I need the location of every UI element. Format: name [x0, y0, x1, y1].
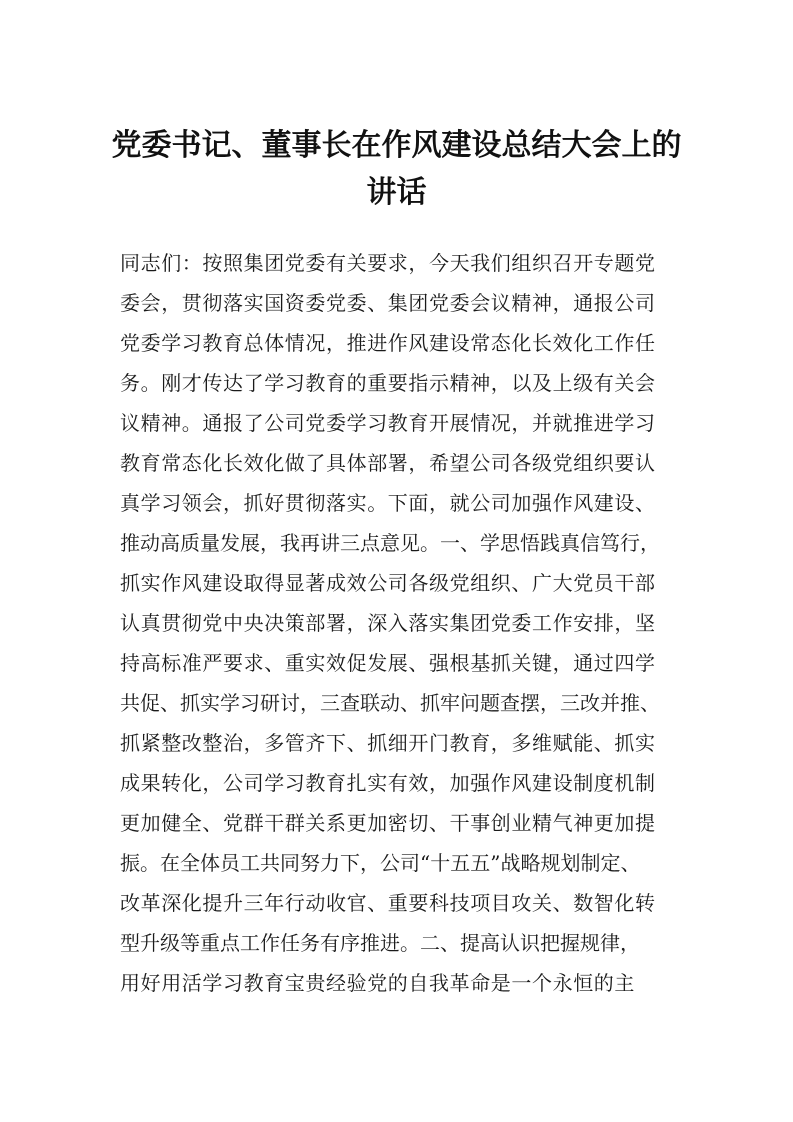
- body-line: 振。在全体员工共同努力下，公司“十五五”战略规划制定、: [120, 851, 641, 875]
- body-line: 改革深化提升三年行动收官、重要科技项目攻关、数智化转: [120, 891, 656, 915]
- document-title-line-1: 党委书记、董事长在作风建设总结大会上的: [111, 128, 682, 163]
- body-line: 共促、抓实学习研讨，三查联动、抓牢问题查摆，三改并推、: [120, 691, 660, 715]
- body-line: 教育常态化长效化做了具体部署，希望公司各级党组织要认: [120, 451, 656, 475]
- body-line: 持高标准严要求、重实效促发展、强根基抓关键，通过四学: [120, 651, 656, 675]
- body-line: 抓紧整改整治，多管齐下、抓细开门教育，多维赋能、抓实: [120, 731, 656, 755]
- body-line: 抓实作风建设取得显著成效公司各级党组织、广大党员干部: [120, 571, 656, 595]
- body-line: 同志们：按照集团党委有关要求，今天我们组织召开专题党: [120, 251, 656, 275]
- body-line: 党委学习教育总体情况，推进作风建设常态化长效化工作任: [120, 331, 656, 355]
- body-line: 推动高质量发展，我再讲三点意见。一、学思悟践真信笃行，: [120, 531, 660, 555]
- body-line: 用好用活学习教育宝贵经验党的自我革命是一个永恒的主: [120, 971, 635, 995]
- body-line: 成果转化，公司学习教育扎实有效，加强作风建设制度机制: [120, 771, 656, 795]
- body-line: 认真贯彻党中央决策部署，深入落实集团党委工作安排，坚: [120, 611, 656, 635]
- document-title-line-2: 讲话: [366, 175, 427, 210]
- body-line: 委会，贯彻落实国资委党委、集团党委会议精神，通报公司: [120, 291, 656, 315]
- body-line: 务。刚才传达了学习教育的重要指示精神，以及上级有关会: [120, 371, 656, 395]
- body-line: 议精神。通报了公司党委学习教育开展情况，并就推进学习: [120, 411, 656, 435]
- body-line: 真学习领会，抓好贯彻落实。下面，就公司加强作风建设、: [120, 491, 656, 515]
- body-line: 更加健全、党群干群关系更加密切、干事创业精气神更加提: [120, 811, 656, 835]
- body-line: 型升级等重点工作任务有序推进。二、提高认识把握规律，: [120, 931, 640, 955]
